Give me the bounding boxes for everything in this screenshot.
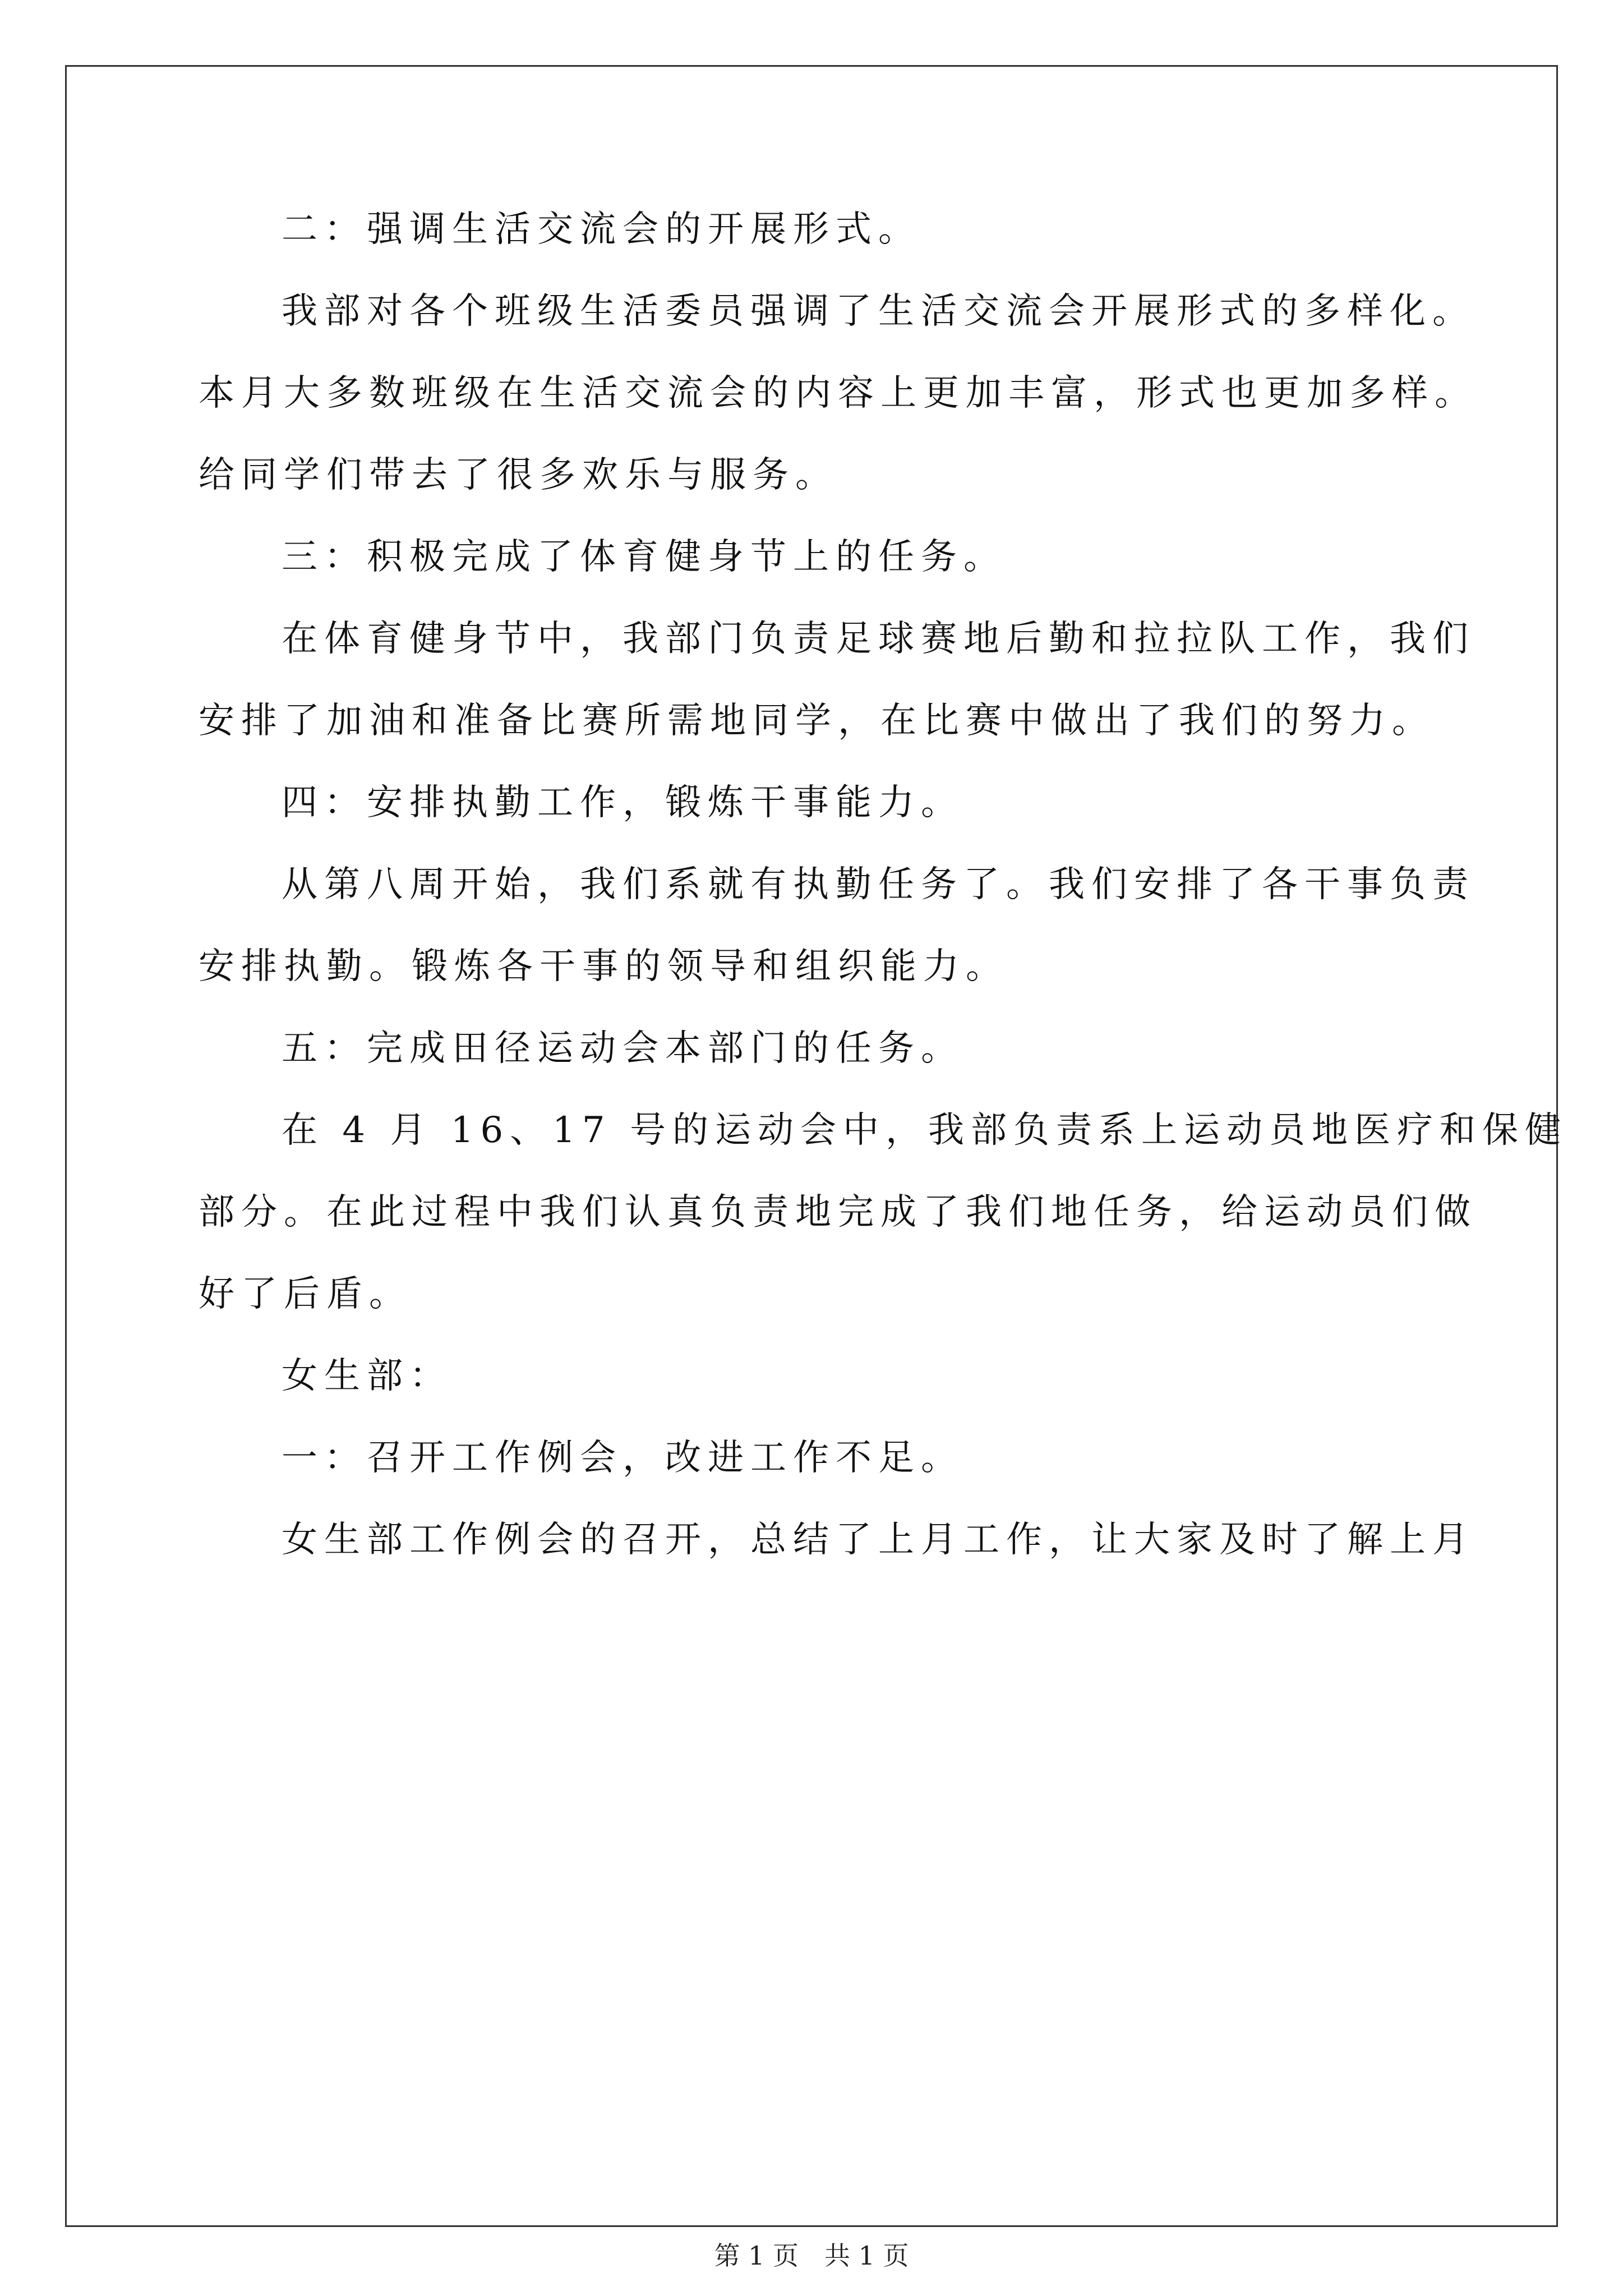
paragraph-line: 在体育健身节中，我部门负责足球赛地后勤和拉拉队工作，我们 bbox=[282, 618, 1475, 660]
paragraph-line: 安排了加油和准备比赛所需地同学，在比赛中做出了我们的努力。 bbox=[199, 700, 1435, 742]
paragraph-line: 部分。在此过程中我们认真负责地完成了我们地任务，给运动员们做 bbox=[199, 1191, 1477, 1233]
section-heading-4: 四：安排执勤工作，锻炼干事能力。 bbox=[282, 782, 963, 823]
paragraph-line: 给同学们带去了很多欢乐与服务。 bbox=[199, 454, 838, 496]
section-heading-3: 三：积极完成了体育健身节上的任务。 bbox=[282, 536, 1006, 578]
paragraph-line: 从第八周开始，我们系就有执勤任务了。我们安排了各干事负责 bbox=[282, 864, 1475, 905]
paragraph-line: 我部对各个班级生活委员强调了生活交流会开展形式的多样化。 bbox=[282, 291, 1475, 332]
paragraph-line: 本月大多数班级在生活交流会的内容上更加丰富，形式也更加多样。 bbox=[199, 372, 1477, 414]
paragraph-line: 好了后盾。 bbox=[199, 1273, 412, 1315]
page-footer: 第 1 页 共 1 页 bbox=[714, 2240, 909, 2271]
section-heading-1: 一：召开工作例会，改进工作不足。 bbox=[282, 1437, 963, 1479]
department-heading: 女生部： bbox=[282, 1355, 452, 1397]
section-heading-2: 二：强调生活交流会的开展形式。 bbox=[282, 209, 921, 250]
paragraph-line: 女生部工作例会的召开，总结了上月工作，让大家及时了解上月 bbox=[282, 1519, 1475, 1561]
paragraph-line: 安排执勤。锻炼各干事的领导和组织能力。 bbox=[199, 946, 1008, 987]
paragraph-line: 在 4 月 16、17 号的运动会中，我部负责系上运动员地医疗和保健 bbox=[282, 1110, 1567, 1151]
section-heading-5: 五：完成田径运动会本部门的任务。 bbox=[282, 1028, 963, 1069]
